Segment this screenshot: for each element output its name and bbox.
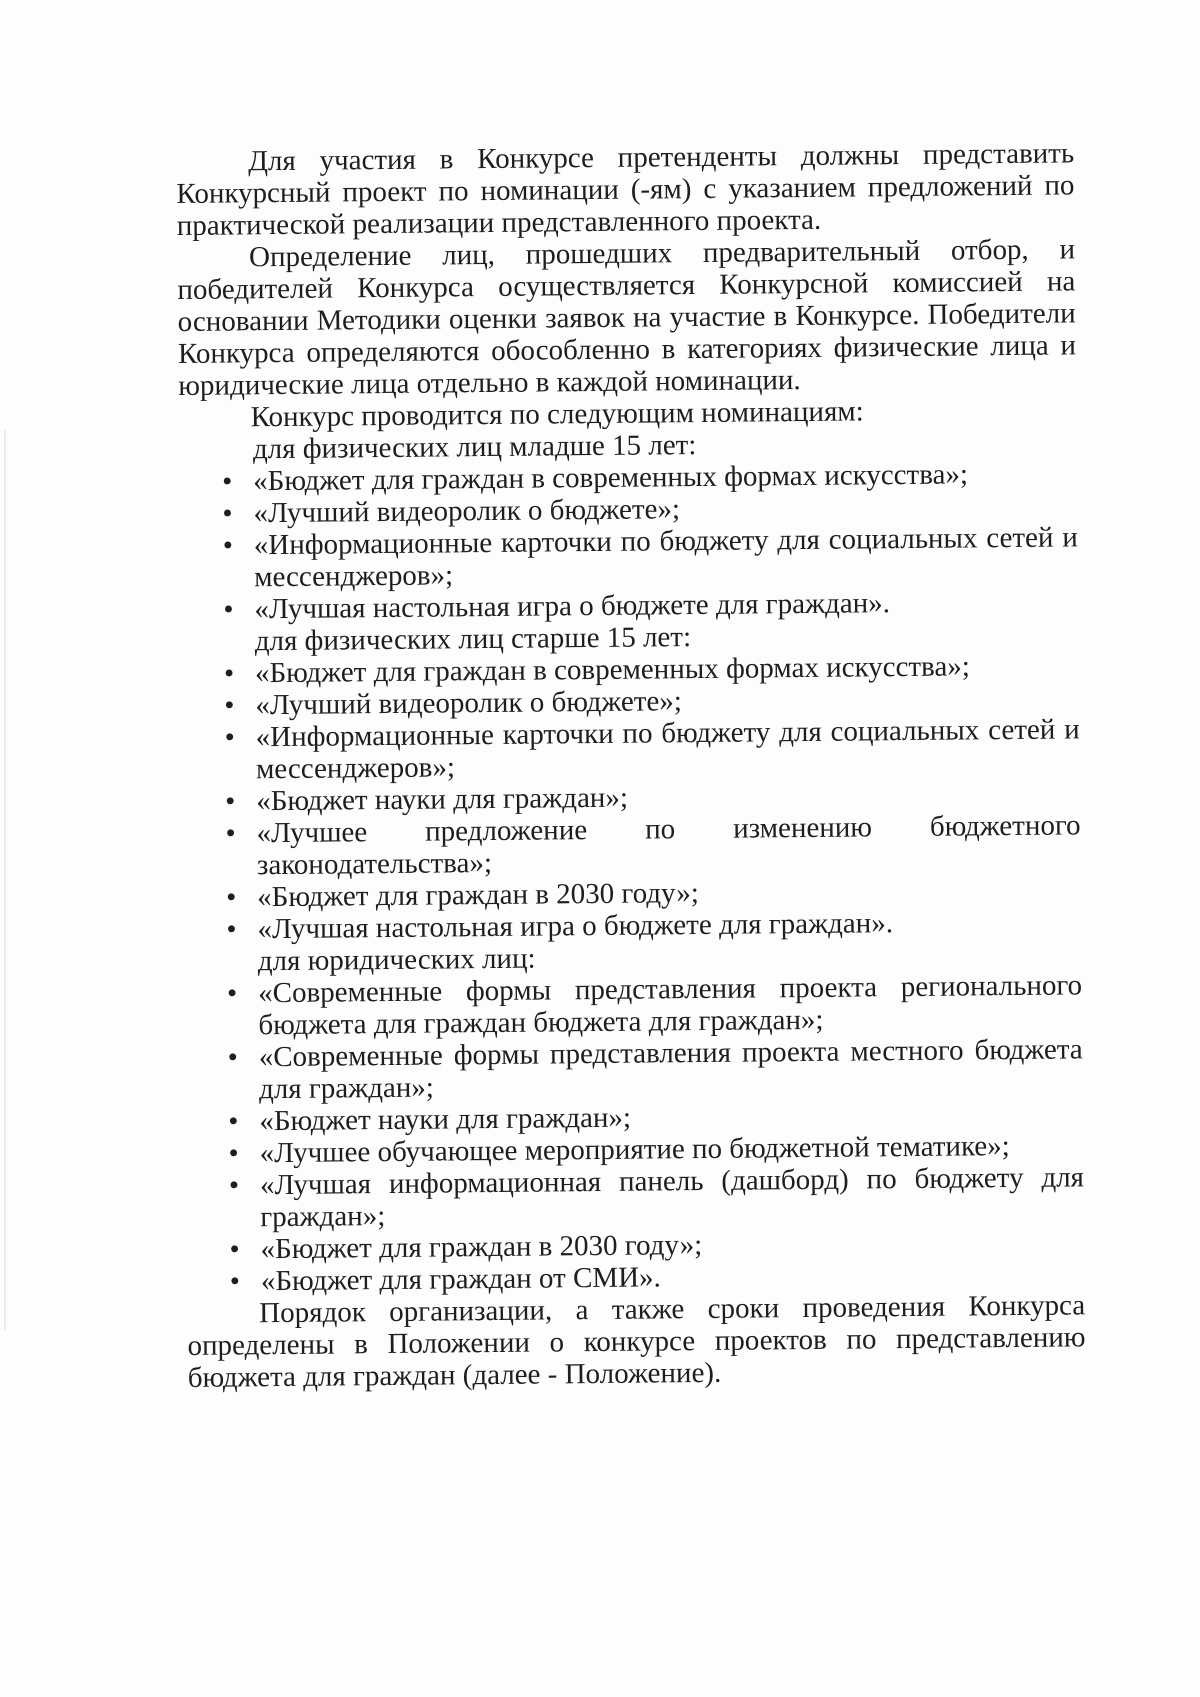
bullet-icon: • xyxy=(223,657,235,690)
list-item xyxy=(184,969,1083,1042)
bullet-icon: • xyxy=(224,721,235,754)
paragraph-closing: Порядок организации, а также сроки проведения Конкурса определены в Положении о конкурсе проектов по представлению бюджета для граждан (далее - Положение). xyxy=(187,1289,1086,1394)
nomination-list-legal-entities xyxy=(184,969,1085,1298)
list-item xyxy=(180,521,1079,594)
bullet-icon: • xyxy=(226,913,237,946)
bullet-icon: • xyxy=(227,1041,238,1074)
nomination-text: «Бюджет для граждан в современных формах искусства»; xyxy=(254,650,970,690)
bullet-icon: • xyxy=(224,689,235,722)
bullet-icon: • xyxy=(222,529,234,562)
nomination-text: «Бюджет для граждан в 2030 году»; xyxy=(260,1229,703,1266)
bullet-icon: • xyxy=(228,1105,239,1138)
paragraph-selection: Определение лиц, прошедших предварительный отбор, и победителей Конкурса осуществляется Конкурсной комиссией на основании Методики оценки заявок на участие в Конкурсе. Победители Конкурса определяются обособленно в категориях физические лица и юридические лица отдельно в каждой номинации. xyxy=(177,233,1077,402)
nomination-text: «Лучшее предложение по изменению бюджетного законодательства»; xyxy=(256,809,1081,882)
scan-edge-mark xyxy=(4,430,6,1330)
nomination-text: «Лучшее обучающее мероприятие по бюджетной тематике»; xyxy=(259,1130,1010,1170)
nomination-text: «Лучший видеоролик о бюджете»; xyxy=(253,493,681,530)
list-item xyxy=(182,809,1081,882)
bullet-icon: • xyxy=(225,881,237,914)
bullet-icon: • xyxy=(229,1233,240,1266)
bullet-icon: • xyxy=(222,497,233,530)
list-item xyxy=(182,713,1081,786)
nomination-text: «Бюджет для граждан в современных формах искусства»; xyxy=(253,458,969,498)
list-item xyxy=(186,1161,1085,1234)
nomination-text: «Информационные карточки по бюджету для социальных сетей и мессенджеров»; xyxy=(253,521,1078,594)
nomination-text: «Лучший видеоролик о бюджете»; xyxy=(255,685,683,722)
nomination-text: «Современные формы представления проекта местного бюджета для граждан»; xyxy=(258,1033,1083,1106)
bullet-icon: • xyxy=(225,817,236,850)
nomination-text: «Лучшая настольная игра о бюджете для граждан». xyxy=(254,587,891,626)
bullet-icon: • xyxy=(229,1265,241,1298)
nomination-text: «Бюджет для граждан в 2030 году»; xyxy=(257,877,699,914)
document-body xyxy=(176,137,1086,1394)
bullet-icon: • xyxy=(225,785,236,818)
paragraph-intro: Для участия в Конкурсе претенденты должны представить Конкурсный проект по номинации (-ям) с указанием предложений по практической реализации представленного проекта. xyxy=(176,137,1075,242)
bullet-icon: • xyxy=(228,1137,239,1170)
bullet-icon: • xyxy=(228,1169,240,1202)
nomination-text: «Лучшая информационная панель (дашборд) по бюджету для граждан»; xyxy=(259,1161,1085,1234)
list-item xyxy=(185,1033,1084,1106)
bullet-icon: • xyxy=(223,593,234,626)
nomination-list-over-15 xyxy=(181,649,1082,946)
nomination-text: «Бюджет науки для граждан»; xyxy=(256,781,629,818)
nomination-text: «Лучшая настольная игра о бюджете для граждан». xyxy=(257,907,894,946)
nominations-intro: Конкурс проводится по следующим номинациям: xyxy=(250,395,864,434)
nomination-text: «Современные формы представления проекта регионального бюджета для граждан бюджета для граждан»; xyxy=(257,969,1083,1042)
nomination-text: «Бюджет науки для граждан»; xyxy=(259,1101,632,1138)
nomination-text: «Информационные карточки по бюджету для социальных сетей и мессенджеров»; xyxy=(255,713,1080,786)
bullet-icon: • xyxy=(226,977,238,1010)
bullet-icon: • xyxy=(221,465,233,498)
category-heading-legal-entities: для юридических лиц: xyxy=(257,942,536,978)
category-heading-under-15: для физических лиц младше 15 лет: xyxy=(252,429,697,466)
nomination-text: «Бюджет для граждан от СМИ». xyxy=(260,1261,661,1298)
nomination-list-under-15 xyxy=(179,457,1078,626)
category-heading-over-15: для физических лиц старше 15 лет: xyxy=(254,621,692,658)
